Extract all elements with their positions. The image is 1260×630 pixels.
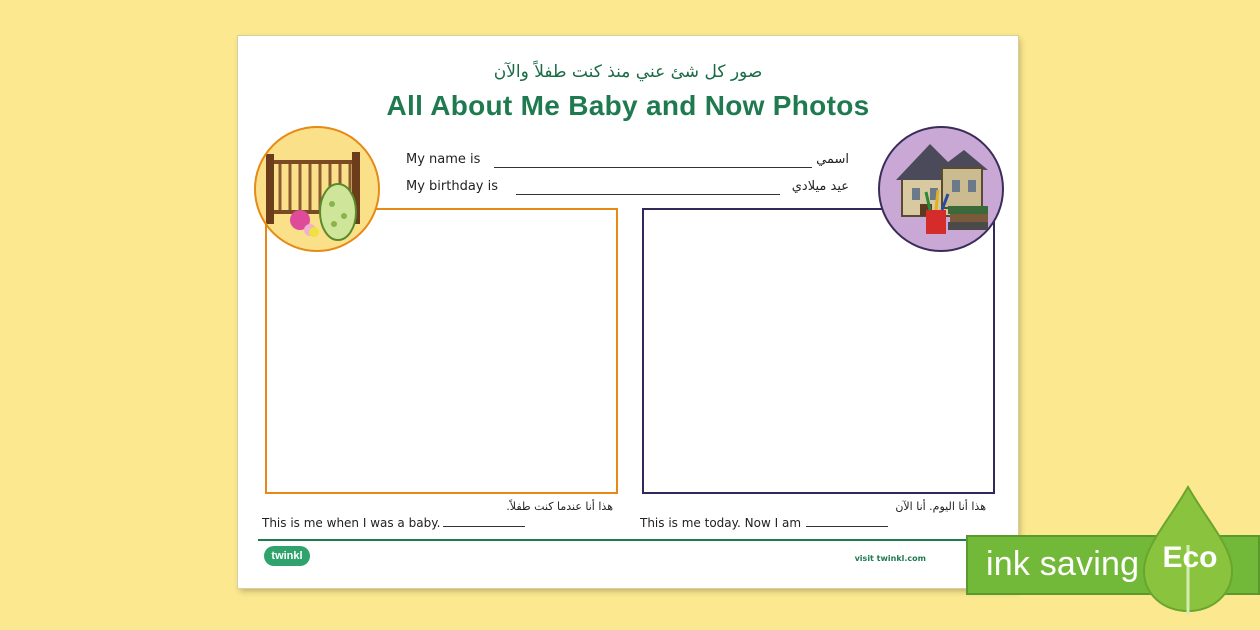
worksheet-page	[238, 36, 1018, 588]
name-label-arabic: اسمي	[816, 152, 849, 167]
now-caption: This is me today. Now I am	[640, 516, 802, 530]
ink-saving-label: ink saving	[986, 545, 1140, 583]
now-illustration	[878, 126, 1004, 252]
baby-caption: This is me when I was a baby.	[262, 516, 441, 530]
name-field	[406, 152, 849, 172]
birthday-label: My birthday is	[406, 179, 499, 194]
birthday-write-line	[516, 194, 780, 195]
page-title: All About Me Baby and Now Photos	[386, 90, 870, 121]
visit-link[interactable]: visit twinkl.com	[854, 554, 926, 563]
now-write-line	[806, 526, 888, 527]
baby-write-line	[443, 526, 525, 527]
eco-word: Eco	[1162, 541, 1218, 574]
birthday-label-arabic: عيد ميلادي	[791, 179, 849, 194]
arabic-title: صور كل شئ عني منذ كنت طفلاً والآن	[493, 62, 763, 82]
crib-icon	[256, 128, 378, 250]
footer-divider	[258, 539, 998, 541]
birthday-field	[406, 179, 849, 199]
baby-caption-arabic: هذا أنا عندما كنت طفلاً.	[506, 500, 613, 513]
now-caption-arabic: هذا أنا اليوم. أنا الآن	[895, 500, 986, 513]
school-icon	[880, 128, 1002, 250]
name-label: My name is	[406, 152, 481, 167]
baby-illustration	[254, 126, 380, 252]
twinkl-logo: twinkl	[264, 546, 310, 566]
name-write-line	[494, 167, 812, 168]
